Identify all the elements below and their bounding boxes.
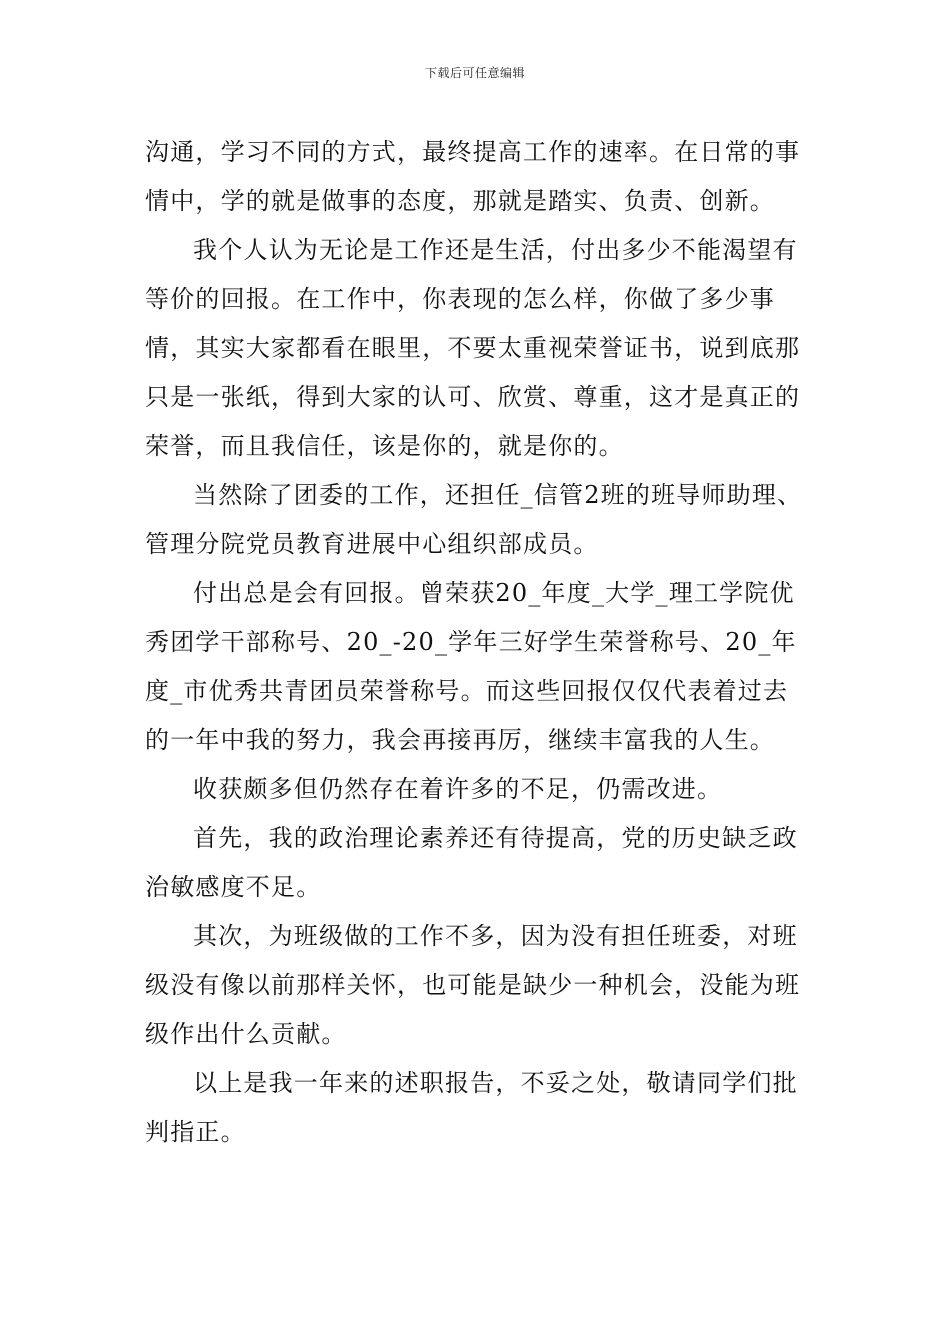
paragraph: 我个人认为无论是工作还是生活，付出多少不能渴望有等价的回报。在工作中，你表现的怎么样，你做了多少事情，其实大家都看在眼里，不要太重视荣誉证书，说到底那只是一张纸，得到大家的认可、欣赏、尊重，这才是真正的荣誉，而且我信任，该是你的，就是你的。 (145, 236, 801, 460)
paragraph: 其次，为班级做的工作不多，因为没有担任班委，对班级没有像以前那样关怀，也可能是缺少一种机会，没能为班级作出什么贡献。 (145, 922, 801, 1048)
paragraph: 收获颇多但仍然存在着许多的不足，仍需改进。 (193, 775, 723, 803)
document-body (145, 128, 805, 1157)
paragraph: 首先，我的政治理论素养还有待提高，党的历史缺乏政治敏感度不足。 (145, 824, 798, 901)
header-note: 下载后可任意编辑 (424, 66, 525, 80)
paragraph: 付出总是会有回报。曾荣获20_年度_大学_理工学院优秀团学干部称号、20_-20_学年三好学生荣誉称号、20_年度_市优秀共青团员荣誉称号。而这些回报仅仅代表着过去的一年中我的努力，我会再接再厉，继续丰富我的人生。 (145, 579, 797, 754)
paragraph: 以上是我一年来的述职报告，不妥之处，敬请同学们批判指正。 (145, 1069, 798, 1146)
paragraph: 当然除了团委的工作，还担任_信管2班的班导师助理、管理分院党员教育进展中心组织部成员。 (145, 481, 803, 558)
paragraph-continued: 沟通，学习不同的方式，最终提高工作的速率。在日常的事情中，学的就是做事的态度，那就是踏实、负责、创新。 (145, 138, 801, 215)
